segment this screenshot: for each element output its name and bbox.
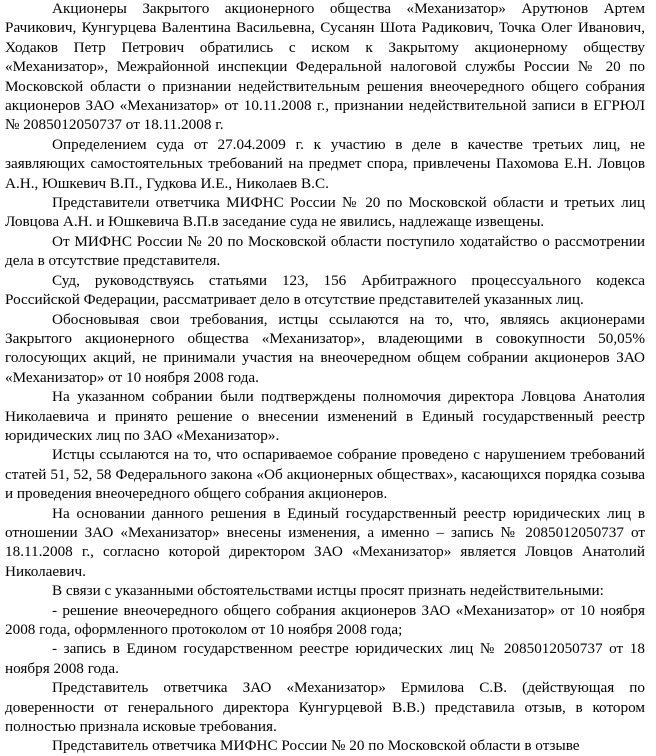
- paragraph-plaintiffs-claim: Акционеры Закрытого акционерного общества «Механизатор» Арутюнов Артем Рачикович, Кунгурцева Валентина Васильевна, Сусанян Шота Радикович, Точка Олег Иванович, Ходаков Петр Петрович обратились с иском к Закрытому акционерному обществу «Механизатор», Межрайонной инспекции Федеральной налоговой службы России № 20 по Московской области о признании недействительным решения внеочередного общего собрания акционеров ЗАО «Механизатор» от 10.11.2008 г., признании недействительной записи в ЕГРЮЛ № 2085012050737 от 18.11.2008 г.: [5, 0, 645, 134]
- paragraph-request-item-decision: - решение внеочередного общего собрания акционеров ЗАО «Механизатор» от 10 ноября 2008 года, оформленного протоколом от 10 ноября 2008 года;: [5, 601, 645, 638]
- document-page: [5, 0, 645, 756]
- paragraph-tax-office-response: Представитель ответчика МИФНС России № 20 по Московской области в отзыве: [52, 737, 580, 755]
- paragraph-third-parties-ruling: Определением суда от 27.04.2009 г. к участию в деле в качестве третьих лиц, не заявляющих самостоятельных требований на предмет спора, привлечены Пахомова Е.Н. Ловцов А.Н., Юшкевич В.П., Гудкова И.Е., Николаев В.С.: [5, 135, 645, 192]
- paragraph-registry-change: На основании данного решения в Единый государственный реестр юридических лиц в отношении ЗАО «Механизатор» внесены изменения, а именно – запись № 2085012050737 от 18.11.2008 г., согласно которой директором ЗАО «Механизатор» является Ловцов Анатолий Николаевич.: [5, 504, 645, 580]
- paragraph-defendant-response: Представитель ответчика ЗАО «Механизатор» Ермилова С.В. (действующая по доверенности от генерального директора Кунгурцевой В.В.) представила отзыв, в котором полностью признала исковые требования.: [5, 679, 645, 736]
- paragraph-law-violation: Истцы ссылаются на то, что оспариваемое собрание проведено с нарушением требований статей 51, 52, 58 Федерального закона «Об акционерных обществах», касающихся порядка созыва и проведения внеочередного общего собрания акционеров.: [5, 446, 645, 503]
- paragraph-absent-representatives: Представители ответчика МИФНС России № 20 по Московской области и третьих лиц Ловцова А.Н. и Юшкевича В.П.в заседание суда не явились, надлежаще извещены.: [5, 194, 645, 231]
- paragraph-plaintiffs-grounds: Обосновывая свои требования, истцы ссылаются на то, что, являясь акционерами Закрытого акционерного общества «Механизатор», владеющими в совокупности 50,05% голосующих акций, не принимали участия на внеочередном общем собрании акционеров ЗАО «Механизатор» от 10 ноября 2008 года.: [5, 310, 645, 386]
- paragraph-court-procedure: Суд, руководствуясь статьями 123, 156 Арбитражного процессуального кодекса Российской Федерации, рассматривает дело в отсутствие представителей указанных лиц.: [5, 271, 645, 309]
- paragraph-meeting-decision: На указанном собрании были подтверждены полномочия директора Ловцова Анатолия Николаевича и принято решение о внесении изменений в Единый государственный реестр юридических лиц по ЗАО «Механизатор».: [5, 388, 645, 444]
- paragraph-request-item-record: - запись в Едином государственном реестре юридических лиц № 2085012050737 от 18 ноября 2008 года.: [5, 640, 645, 677]
- paragraph-request-intro: В связи с указанными обстоятельствами истцы просят признать недействительными:: [52, 582, 604, 600]
- paragraph-petition-absence: От МИФНС России № 20 по Московской области поступило ходатайство о рассмотрении дела в отсутствие представителя.: [5, 232, 645, 270]
